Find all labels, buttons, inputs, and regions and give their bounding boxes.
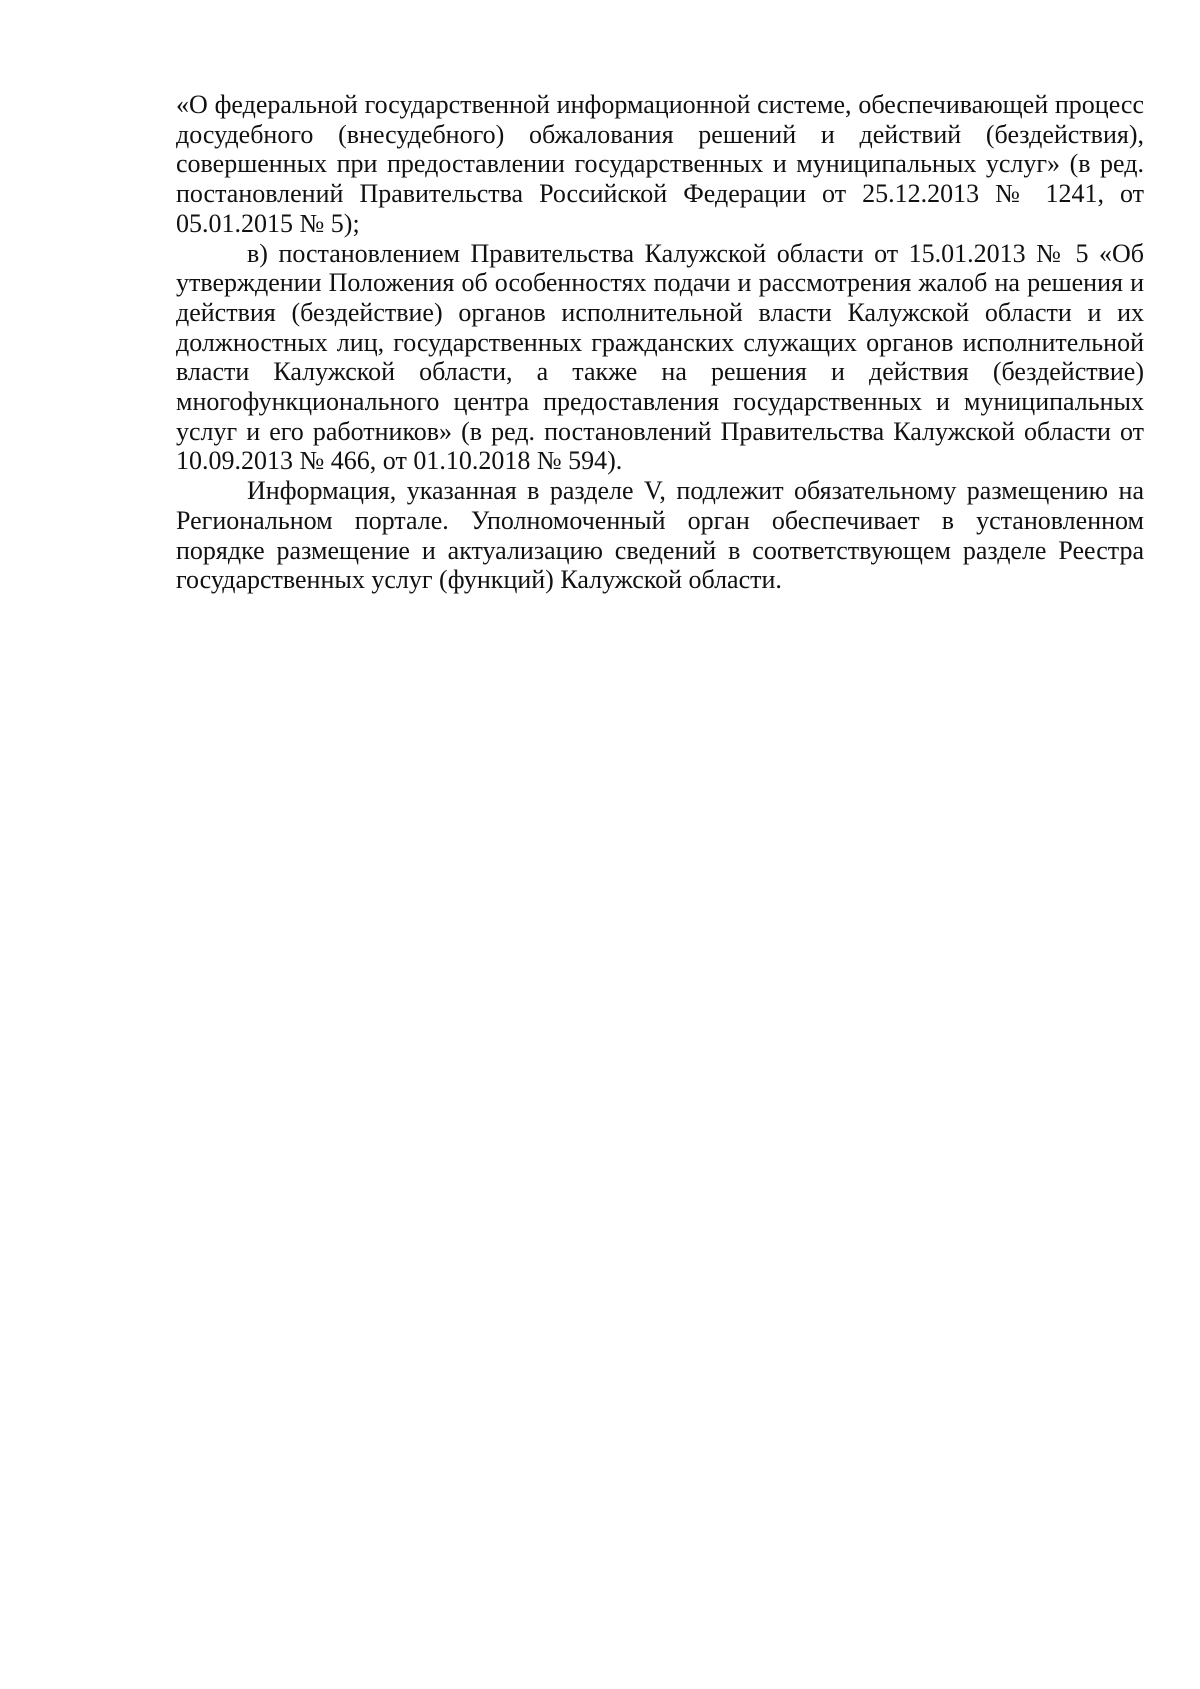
- document-body: [176, 90, 1144, 595]
- paragraph-section-v-information: Информация, указанная в разделе V, подлежит обязательному размещению на Региональном портале. Уполномоченный орган обеспечивает в установленном порядке размещение и актуализацию сведений в соответствующем разделе Реестра государственных услуг (функций) Калужской области.: [176, 476, 1144, 595]
- paragraph-federal-system-reference: «О федеральной государственной информационной системе, обеспечивающей процесс досудебного (внесудебного) обжалования решений и действий (бездействия), совершенных при предоставлении государственных и муниципальных услуг» (в ред. постановлений Правительства Российской Федерации от 25.12.2013 № 1241, от 05.01.2015 № 5);: [176, 90, 1144, 238]
- paragraph-kaluga-resolution: в) постановлением Правительства Калужской области от 15.01.2013 № 5 «Об утверждении Положения об особенностях подачи и рассмотрения жалоб на решения и действия (бездействие) органов исполнительной власти Калужской области и их должностных лиц, государственных гражданских служащих органов исполнительной власти Калужской области, а также на решения и действия (бездействие) многофункционального центра предоставления государственных и муниципальных услуг и его работников» (в ред. постановлений Правительства Калужской области от 10.09.2013 № 466, от 01.10.2018 № 594).: [176, 238, 1144, 476]
